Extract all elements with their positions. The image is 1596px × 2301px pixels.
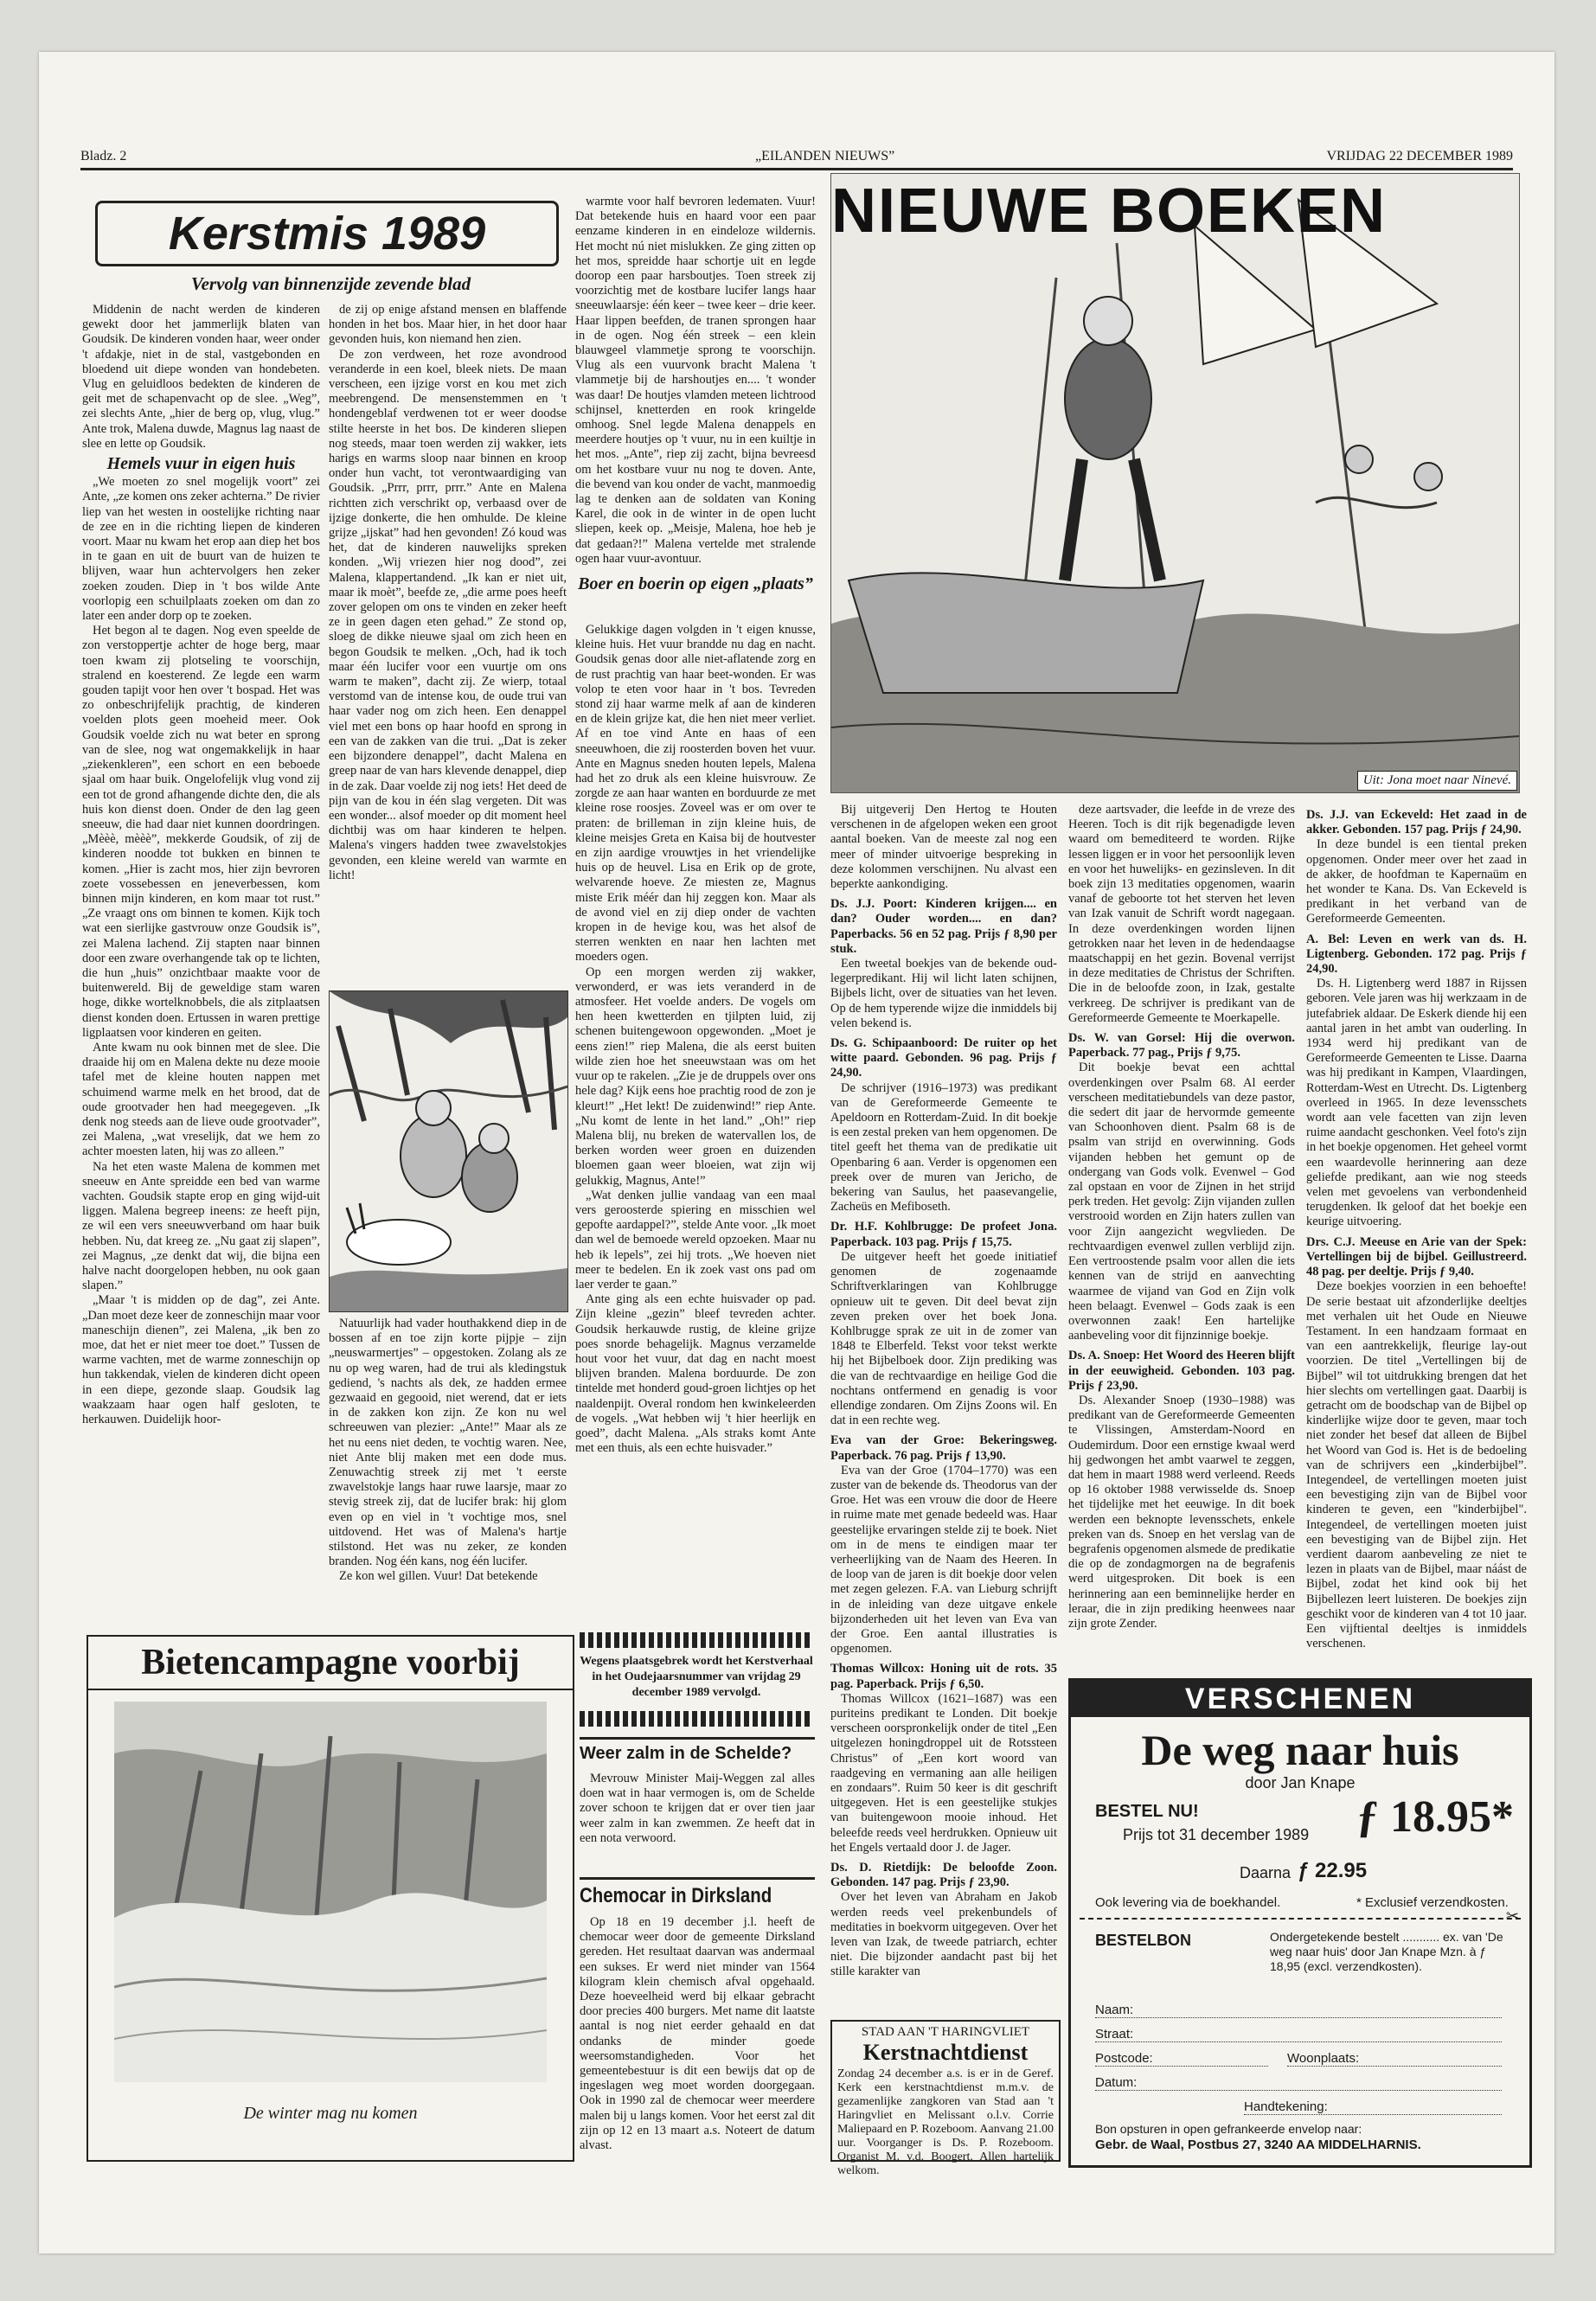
book-review: De uitgever heeft het goede initiatief genomen de zogenaamde Schriftverklaringen van Kohlbrugge opnieuw uit te geven. Dit deel bevat zijn zeven preken over het boek Jona. Kohlbrugge sprak ze uit in de zomer van 1848 te Elberfeld. Tekst voor tekst werkte hij het Bijbelboek door. Zijn prediking was die van de rechtvaardige en heilige God die nochtans ontfermend en genadig is voor ellendige zondaren. Om Zijns Zoons wil. En dat in een rechte weg.	[830, 1249, 1057, 1428]
book-review: Dit boekje bevat een achttal overdenkingen over Psalm 68. Al eerder verscheen meditatiebundels van deze pastor, die sedert dit jaar de hervormde gemeente van Schoonhoven dient. Psalm 68 is de psalm van strijd en overwinning. Gods vijanden hebben het gemunt op de ondergang van Gods volk. Evenwel – God zal opstaan en voor de Zijnen in het strijd perk treden. Het gevolg: Zijn vijanden zullen verstrooid worden en Zijn haters zullen van voor Zijn aangezicht wegvlieden. De rechtvaardigen evenwel zullen verblijd zijn. Een vertroostende psalm voor allen die iets kennen van de strijd en aanvechting waarmee de vijand van God en Zijn volk heen belaagt. Evenwel – Gods zaak is een overwonnen zaak! Een hartelijke aanbeveling voor dit fijnzinnige boekje.	[1068, 1061, 1295, 1343]
bieten-title: Bietencampagne voorbij	[88, 1637, 573, 1690]
zalm-body	[580, 1772, 815, 1874]
paragraph: Na het eten waste Malena de kommen met sneeuw en Ante spreidde een bed van warme vachten. Goudsik stapte erop en ging wijd-uit liggen. Malena begreep ineens: ze heeft pijn, ze wil een vers sneeuwverband om haar buik hebben. Nu, dat kreeg ze. „Nu gaat zij slapen”, zei Magnus, „ze denkt dat wij, die bijna een halve nacht doorgelopen hebben, nu ook gaan slapen.”	[82, 1159, 320, 1293]
decorative-border	[580, 1711, 813, 1727]
paragraph: Gelukkige dagen volgden in 't eigen knusse, kleine huis. Het vuur brandde nu dag en nacht. Goudsik genas door alle niet-aflatende zorg en de rust prachtig van haar beet-wonden. Er was volop te eten voor haar in 't bos. Tevreden stond zij haar warme melk af aan de kinderen en de klein grijze kat, die hen niet meer verliet. Af en toe vind Ante en haas of een sneeuwhoen, die zij roosterden boven het vuur. Ante en Magnus sneden houten lepels, Malena had het zo druk als een kleine huisvrouw. Ze zorgde ze aan haar wanten en borduurde ze met kleine rose roosjes. Zoveel was er om over te praten: de brilleman in zijn kleine huis, de kleine meisjes Greta en Kaisa bij de houtvester en zijn aardige vrouwtjes in het vriendelijke huis op de heuvel. Lisa en Erik op de grote, welvarende hoeve. Ze miesten ze, Magnus miste Erik méér dan hij zeggen kon. Maar als de avond viel en zij diep onder de vachten kropen in de hevige kou, was het alsof de sterren wenkten en naar hen lachten met moeders ogen.	[575, 623, 816, 965]
continuation-notice: Wegens plaatsgebrek wordt het Kerstverhaal in het Oudejaarsnummer van vrijdag 29 december 1989 vervolgd.	[580, 1655, 813, 1699]
ad-author: door Jan Knape	[1245, 1774, 1356, 1791]
image-caption: Uit: Jona moet naar Ninevé.	[1357, 771, 1517, 791]
form-field-label: Naam:	[1095, 2003, 1137, 2017]
book-list-1	[830, 897, 1057, 1979]
book-heading: A. Bel: Leven en werk van ds. H. Ligtenberg. Gebonden. 172 pag. Prijs ƒ 24,90.	[1306, 932, 1527, 977]
form-field[interactable]	[1244, 2099, 1502, 2115]
book-list-3	[1306, 808, 1527, 1651]
form-field[interactable]	[1095, 2027, 1502, 2042]
book-heading: Ds. J.J. van Eckeveld: Het zaad in de akker. Gebonden. 157 pag. Prijs ƒ 24,90.	[1306, 808, 1527, 837]
book-review: De schrijver (1916–1973) was predikant van de Gereformeerde Gemeente te Apeldoorn en Rotterdam-Zuid. In dit boekje is een zestal preken van hem opgenomen. De titel geeft het thema van de predikatie uit Openbaring 6 aan. Verder is opgenomen een preek over de muren van Jericho, de bekering van Saulus, het paasevangelie, Zacheüs en Mefiboseth.	[830, 1080, 1057, 1215]
kerstmis-column-3	[575, 195, 816, 567]
paragraph: De zon verdween, het roze avondrood veranderde in een koel, bleek niets. De maan verscheen, een ijzige vorst en kou met zich meebrengend. De mensenstemmen en 't hondengeblaf verdwenen tot er weer doodse stilte heerste in het bos. De kinderen sliepen nog steeds, maar toen werden zij wakker, iets harigs en warms sloop naar binnen en kroop onder hun vacht, tot verontwaardiging van Goudsik. „Prrr, prrr, prrr.” Ante en Malena richtten zich verschrikt op, verbaasd over de ijzige donkerte, die hen omhulde. De kleine grijze „ijskat” had hen gevonden! Zó koud was het, dat de kinderen nauwelijks spreken konden. „Wij vriezen hier nog dood”, zei Malena, klappertandend. „Ik kan er niet uit, maar ik moèt”, beefde ze, „die arme poes heeft zover gelopen om ons te vinden en zeker heeft ze in geen dagen eten gehad.” Ze stond op, sloeg de dikke nieuwe sjaal om zich heen en begon Goudsik te melken. „Och, had ik toch maar één lucifer voor een vuurtje om ons warm te maken”, dacht zij. Ze wierp, totaal verstomd van de intense kou, de oude trui van haar vader nog om zich heen. Een denappel viel met een bons op haar hoofd en sprong in een van de zakken van die trui. „Dat is zeker een bijzondere denappel”, dacht Malena en greep naar de van hars klevende denappel, diep in de zak. Daar voelde zij nog iets! Het deed de pijn van de kou in één slag vergeten. Dit was een wonder... alsof moeder op dit moment heel dichtbij was om haar kinderen te helpen. Malena's vingers hadden twee zwavelstokjes gevonden, een kleine wereld van warmte en licht!	[329, 347, 567, 882]
paragraph: Ante kwam nu ook binnen met de slee. Die draaide hij om en Malena dekte nu deze mooie tafel met de kleine houten nappen met schuimend warme melk en het brood, dat de oude grootvader hen had meegegeven. „Ik denk nog steeds aan de lieve oude grootvader”, zei Malena, „wat vreselijk, dat we hem zo achter moesten laten, hij was zo alleen.”	[82, 1040, 320, 1159]
section-heading: Boer en boerin op eigen „plaats”	[578, 574, 813, 593]
book-heading: Ds. A. Snoep: Het Woord des Heeren blijft in der eeuwigheid. Gebonden. 103 pag. Prijs ƒ 23,90.	[1068, 1349, 1295, 1393]
book-heading: Eva van der Groe: Bekeringsweg. Paperback. 76 pag. Prijs ƒ 13,90.	[830, 1433, 1057, 1463]
rule	[580, 1877, 815, 1880]
paragraph: Mevrouw Minister Maij-Weggen zal alles doen wat in haar vermogen is, om de Schelde zover schoon te krijgen dat er over tien jaar weer zalm in kan zwemmen. Ze heeft dat in een nota verwoord.	[580, 1772, 815, 1845]
form-field-label: Woonplaats:	[1287, 2051, 1362, 2066]
photo-caption: De winter mag nu komen	[243, 2104, 418, 2123]
newspaper-page	[39, 52, 1554, 2253]
book-review: Eva van der Groe (1704–1770) was een zuster van de bekende ds. Theodorus van der Groe. Het was een vrouw die door de Heere in ruime mate met genade bedeeld was. Haar geestelijke ervaringen stelde zij te boek. Niet om in de mens te eindigen maar ter verheerlijking van de Naam des Heeren. In de loop van de jaren is dit boekje door velen met zegen gelezen. F.A. van Lieburg schrijft in de inleiding van deze uitgave enkele bijzonderheden uit het leven van Eva van der Groe. Een aantal illustraties is opgenomen.	[830, 1463, 1057, 1657]
paragraph: Op 18 en 19 december j.l. heeft de chemocar weer door de gemeente Dirksland gereden. Het resultaat daarvan was andermaal een sukses. Er werd niet minder van 1564 kilogram klein chemisch afval opgehaald. Deze hoeveelheid werd bij elkaar gebracht door precies 400 burgers. Met name dit laatste aantal is nog niet eerder gehaald en dat ondanks de minder goede weersomstandigheden. Voor het gemeentebestuur is dit een bewijs dat op de ingeslagen weg moet worden doorgegaan. Ook in 1990 zal de chemocar weer meerdere malen bij u langs komen. Voor het eerst zal dit zijn op 12 en 13 maart a.s. Noteert de datum alvast.	[580, 1915, 815, 2153]
paragraph: „Maar 't is midden op de dag”, zei Ante. „Dan moet deze keer de zonneschijn maar voor maneschijn dienen”, zei Malena, „ik ben zo moe, dat het er niet meer toe doet.” Tussen de warme vachten, met de warme zonneschijn op hun takkendak, vielen de kinderen dicht opeen in een diepe, gezonde slaap. Goudsik lag waakzaam haar ogen half gesloten, te herkauwen. Duidelijk hoor-	[82, 1293, 320, 1427]
book-review: Thomas Willcox (1621–1687) was een puriteins predikant te Londen. Dit boekje verscheen oorspronkelijk onder de titel „Een uitgelezen honingdroppel uit de Rotssteen Christus” of „Een kort woord van raadgeving en vermaning aan alle heiligen en zondaars”. Ruim 50 keer is dit geschrift uitgegeven. Het is een geestelijke stukjes van buitengewoon mooie inhoud. Het beleefde reeds veel herdrukken. Opnieuw uit het Engels vertaald door J. de Jager.	[830, 1691, 1057, 1855]
kerstnacht-kicker: STAD AAN 'T HARINGVLIET	[861, 2025, 1030, 2039]
kerstmis-column-3b	[575, 623, 816, 1626]
bon-title: BESTELBON	[1095, 1932, 1192, 1949]
rule	[580, 1737, 815, 1740]
book-heading: Ds. D. Rietdijk: De beloofde Zoon. Gebonden. 147 pag. Prijs ƒ 23,90.	[830, 1861, 1057, 1890]
kerstmis-column-2	[329, 303, 567, 986]
kerstnacht-box	[830, 2020, 1061, 2177]
book-review: In deze bundel is een tiental preken opgenomen. Onder meer over het zaad in de akker, de hoofdman te Kapernaüm en het wonder te Kana. Ds. Van Eckeveld is predikant in het verband van de Gereformeerde Gemeenten.	[1306, 837, 1527, 926]
paragraph: Middenin de nacht werden de kinderen gewekt door het jammerlijk blaten van Goudsik. De kinderen vonden haar, weer onder 't afdakje, niet in de stal, vastgebonden en bloedend uit diepe wonden van hondebeten. Vlug en geluidloos bedekten de kinderen de geit met de schapenvacht op de slee. „Weg”, zei slechts Ante, „hier de berg op, vlug, vlug.” Ante trok, Malena duwde, Magnus lag naast de slee en lette op Goudsik.	[82, 303, 320, 451]
col3-heading-wrap	[575, 571, 816, 598]
page-header	[80, 149, 1513, 170]
boeken-illustration	[830, 173, 1520, 793]
chemocar-body	[580, 1915, 815, 2166]
bon-address: Gebr. de Waal, Postbus 27, 3240 AA MIDDELHARNIS.	[1095, 2138, 1421, 2152]
boeken-column-3	[1306, 803, 1527, 1668]
ad-excl: * Exclusief verzendkosten.	[1356, 1895, 1509, 1910]
zalm-title: Weer zalm in de Schelde?	[580, 1744, 792, 1763]
ad-price: ƒ 18.95*	[1356, 1792, 1514, 1842]
kerstmis-column-2b	[329, 1317, 567, 1602]
kerstmis-column-1	[82, 303, 320, 1596]
issue-date: VRIJDAG 22 DECEMBER 1989	[1326, 149, 1513, 163]
book-review: Ds. Alexander Snoep (1930–1988) was predikant van de Gereformeerde Gemeenten te Vlissingen, Amsterdam-Noord en Oudemirdum. Door een ernstige kwaal werd hij gedwongen het ambt vaarwel te zeggen, dat hem in maart 1988 werd verleend. Reeds op 16 oktober 1988 verwisselde ds. Snoep het tijdelijke met het eeuwige. In dit boek werden een beknopte levensschets, enkele preken van ds. Snoep en het verslag van de begrafenis opgenomen alsmede de predikatie die op de zondagmorgen na de begrafenis werd uitgesproken. Dit boek is een herinnering aan een beminnelijke herder en leraar, die in zijn prediking heenwees naar zijn grote Zender.	[1068, 1393, 1295, 1631]
ad-order-now: BESTEL NU!	[1095, 1802, 1199, 1821]
book-heading: Thomas Willcox: Honing uit de rots. 35 pag. Paperback. Prijs ƒ 6,50.	[830, 1662, 1057, 1691]
ad-delivery: Ook levering via de boekhandel.	[1095, 1895, 1281, 1910]
ad-book-title: De weg naar huis	[1141, 1726, 1459, 1774]
ad-after-label: Daarna	[1240, 1864, 1292, 1881]
paragraph: de zij op enige afstand mensen en blaffende honden in het bos. Maar hier, in het door haar gevonden huis, kon niemand hen zien.	[329, 303, 567, 347]
paragraph: Op een morgen werden zij wakker, verwonderd, er was iets veranderd in de atmosfeer. Het voelde anders. De vogels om hen heen kwetterden en tjilpten luid, zij schenen buitengewoon opgewonden. „Moet je eens zien!” riep Malena, die als eerst buiten wilde zien hoe het sneeuwstaan was om het vuur op te rakelen. „Zie je de druppels over ons hele dag? Kijk eens hoe prachtig rood de zon je kleurt!” „Het lekt! De zuidenwind!” riep Ante. „Nu komt de lente in het land.” „Oh!” riep Malena blij, nu breken de watervallen los, de berken worden weer groen en duizenden bloemen gaan weer bloeien, wat zijn wij gelukkig, Magnus, Ante!”	[575, 965, 816, 1188]
kerstnacht-body	[832, 2066, 1059, 2180]
ad-banner: VERSCHENEN	[1071, 1681, 1529, 1717]
bieten-box	[87, 1635, 574, 2162]
form-field[interactable]	[1095, 2003, 1502, 2018]
paragraph: „Wat denken jullie vandaag van een maal vers geroosterde spiering en misschien wel gepofte aardappel?”, stelde Ante voor. „Ik moet dan wel de bemoede wereld opzoeken. Maar nu heb ik lepels”, zei hij trots. „We hoeven niet meer te bedelen. En ik zoek vast ons pad om laer verder te gaan.”	[575, 1188, 816, 1292]
ad-after-price: ƒ 22.95	[1298, 1859, 1368, 1882]
book-heading: Drs. C.J. Meeuse en Arie van der Spek: Vertellingen bij de bijbel. Geillustreerd. 48 pag. per deeltje. Prijs ƒ 9,40.	[1306, 1234, 1527, 1279]
book-review: Een tweetal boekjes van de bekende oud-legerpredikant. Hij wil licht laten schijnen, Bijbels licht, over de situaties van het leven. Op de hem typerende wijze die inmiddels bij velen bekend is.	[830, 957, 1057, 1030]
section-heading: Hemels vuur in eigen huis	[106, 454, 296, 474]
kerstmis-title: Kerstmis 1989	[95, 201, 559, 266]
kerstmis-subtitle-wrap	[91, 268, 571, 298]
cut-line	[1080, 1918, 1521, 1920]
book-review: Over het leven van Abraham en Jakob werden reeds veel prekenbundels of meditaties in boekvorm uitgegeven. Over het leven van Izak, de tweede patriarch, echter niet. Die bijzonder aandacht past bij het stille karakter van	[830, 1890, 1057, 1979]
decorative-border	[580, 1632, 813, 1648]
ship-sailors-illustration	[831, 174, 1519, 792]
paragraph: Bij uitgeverij Den Hertog te Houten verschenen in de afgelopen weken een groot aantal boeken. Van de meeste zal nog een meer of minder uitvoerige bespreking in deze kolommen verschijnen. Nu alvast een beperkte aankondiging.	[830, 803, 1057, 892]
frosted-trees-photo	[114, 1702, 547, 2082]
form-field[interactable]	[1095, 2051, 1268, 2067]
book-heading: Ds. G. Schipaanboord: De ruiter op het witte paard. Gebonden. 96 pag. Prijs ƒ 24,90.	[830, 1036, 1057, 1080]
form-field-label: Datum:	[1095, 2075, 1140, 2090]
paragraph: Zondag 24 december a.s. is er in de Geref. Kerk een kerstnachtdienst m.m.v. de gezamenlijke zangkoren van Stad aan 't Haringvliet en Melissant o.l.v. Corrie Maliepaard en P. Rozeboom. Aanvang 21.00 uur. Voorganger is Ds. P. Rozeboom. Organist M. v.d. Boogert. Allen hartelijk welkom.	[837, 2067, 1054, 2177]
story-illustration	[329, 990, 568, 1312]
kerstnacht-title: Kerstnachtdienst	[862, 2040, 1029, 2065]
book-review: deze aartsvader, die leefde in de vreze des Heeren. Toch is dit rijk begenadigde leven waard om bemediteerd te worden. Rijke lessen liggen er in voor het persoonlijk leven en voor het huwelijks- en gezinsleven. In dit boek zijn 13 meditaties opgenomen, waarin vanaf de geboorte tot het sterven het leven van Izak vanuit de Schrift wordt nagegaan. In deze overdenkingen worden lijnen getrokken naar het leven in de hedendaagse maatschappij en het gezin. Bovenal verrijst in deze meditaties de Christus der Schriften. Die in de beloofde zoon, in Izak, gestalte verkreeg. De schrijver is predikant van de Gereformeerde Gemeente te Moerkapelle.	[1068, 803, 1295, 1025]
paragraph: Natuurlijk had vader houthakkend diep in de bossen af en toe zijn korte pijpje – zijn „neuswarmertjes” – opgestoken. Zolang als ze nu op weg waren, had de trui als kledingstuk gediend, 's nachts als dek, ze hadden ermee gezwaaid en gegooid, niet werend, dat er iets in de zakken kon zijn. Ze kon nu wel schreeuwen van plezier: „Ante!” Maar als ze het nu eens niet deden, te vochtig waren. Nee, niet Ante blij maken met een dode mus. Zenuwachtig streek zij met 't eerste zwavelstokje langs haar ruwe laarsje, maar zo stevig streek zij, dat de lucifer brak: hij glom even op en viel in 't vochtige mos, snel uitdovend. Het was of Malena's hartje stilstond. Het was nu zeker, ze konden branden. Nog één kans, nog één lucifer.	[329, 1317, 567, 1569]
form-field[interactable]	[1287, 2051, 1502, 2067]
paragraph: Het begon al te dagen. Nog even speelde de zon verstoppertje achter de hoge berg, maar toen kwam zij plotseling te voorschijn, stralend en koesterend. Ze legde een warm gouden tapijt voor hen over 't bospad. Het was zo onbeschrijfelijk prachtig, de kinderen voelden plots geen moeheid meer. Ook Goudsik voelde zich nu wat beter en sprong van de slee, nog wat ongemakkelijk in haar „ziekenkleren”, een schort en een beboede sjaal om haar buik. Ongelofelijk vlug vond zij een tot de grond afhangende dichte den, die als huis kon dienst doen. Onder de den lag geen sneeuw, die had daar niet kunnen doordringen. „Mèèè, mèèè”, mekkerde Goudsik, of zij de kinderen noodde tot bukken en binnen te komen. „Hier is zacht mos, hier zijn bevroren zoete vossebessen en jeneverbessen, kom binnen mijn kinderen, en kom maar tot rust.” „Ze vraagt ons om binnen te komen. Kijk toch wat een sierlijke gastvrouw onze Goudsik is”, zei Malena lachend. Zij stapten naar binnen door een zware overhangende tak op te lichten, die hun „huis” onzichtbaar maakte voor de buitenwereld. Bij de geweldige stam waren hoge, dikke wortelknobbels, die als zitplaatsen dienst konden doen. Ertussen in waren prettige ligplaatsen voor kinderen en geiten.	[82, 624, 320, 1040]
boeken-column-1	[830, 803, 1057, 2152]
book-review: Ds. H. Ligtenberg werd 1887 in Rijssen geboren. Vele jaren was hij werkzaam in de jutefabriek aldaar. De Eskerk diende hij een aantal jaren in het ambt van ouderling. In 1934 werd hij predikant van de Gereformeerde Gemeenten te Lisse. Daarna was hij predikant in Kampen, Vlaardingen, Rotterdam-West en Utrecht. Ds. Ligtenberg overleed in 1965. In deze levensschets wordt aan vele facetten van zijn leven ruime aandacht geschonken. Veel foto's zijn in het boekje opgenomen. Het geheel vormt een waardevolle herinnering aan deze geliefde predikant, aan wie nog steeds velen met gevoelens van verbondenheid terugdenken. Ik geloof dat het boekje een keurige uitvoering.	[1306, 977, 1527, 1229]
verschenen-ad	[1068, 1678, 1532, 2168]
book-heading: Dr. H.F. Kohlbrugge: De profeet Jona. Paperback. 103 pag. Prijs ƒ 15,75.	[830, 1220, 1057, 1249]
form-field[interactable]	[1095, 2075, 1502, 2091]
form-field-label: Handtekening:	[1244, 2099, 1331, 2114]
paragraph: „We moeten zo snel mogelijk voort” zei Ante, „ze komen ons zeker achterna.” De rivier liep van het westen in oostelijke richting naar de zee en in die richting liepen de kinderen voort. Maar nu kwam het erop aan diep het bos in te gaan en uit de buurt van de huizen te blijven, waar hun achtervolgers hen zeker zoeken zouden. Diep in 't bos wilde Ante voorlopig een schuilplaats zoeken om dan zo later een ander dorp op te zoeken.	[82, 475, 320, 624]
paragraph: Ante ging als een echte huisvader op pad. Zijn kleine „gezin” bleef tevreden achter. Goudsik herkauwde rustig, de kleine grijze poes snorde behagelijk. Magnus verzamelde hout voor het vuur, dat dag en nacht moest blijven branden. Malena borduurde. De zon tintelde met honderd goud-groen lichtjes op het naaldenpijt. Overal rondom hen kwinkeleerden de vogels. „Wat hebben wij 't hier heerlijk en goed”, dacht Malena. „Als straks komt Ante met een thuis, als een echte huisvader.”	[575, 1292, 816, 1456]
scissors-icon: ✂	[1505, 1907, 1519, 1925]
bon-text: Ondergetekende bestelt ........... ex. van 'De weg naar huis' door Jan Knape Mzn. à ƒ 18,95 (excl. verzendkosten).	[1270, 1930, 1503, 1973]
boeken-title: NIEUWE BOEKEN	[831, 176, 1388, 246]
book-heading: Ds. J.J. Poort: Kinderen krijgen.... en dan? Ouder worden.... en dan? Paperbacks. 56 en 52 pag. Prijs ƒ 8,90 per stuk.	[830, 897, 1057, 956]
chemocar-title: Chemocar in Dirksland	[580, 1884, 772, 1907]
boeken-column-2	[1068, 803, 1295, 1676]
page-number: Bladz. 2	[80, 149, 127, 163]
kerstmis-subtitle: Vervolg van binnenzijde zevende blad	[190, 273, 471, 294]
paragraph: warmte voor half bevroren ledematen. Vuur! Dat betekende huis en haard voor een paar eenzame kinderen in en eindeloze wildernis. Het mocht nú niet mislukken. Ze ging zitten op het mos, spreidde haar schortje uit en legde doorop een paar harsboutjes. Toen streek zij voorzichtig met de kostbare lucifer langs haar sneeuwlaarsje: één keer – twee keer – drie keer. Haar lippen beefden, de tranen sprongen haar in de ogen. Nog één streek – een klein blauwgeel vlammetje sprong te voorschijn. Vlug als een vuurvonk bracht Malena 't vlammetje bij de harshoutjes en.... 't wonder was daar! De houtjes vlamden meteen lichtrood schijnsel, knetterden en rook kringelde omhoog. Snel legde Malena denappels en meerdere houtjes op 't vuur, nu in een kuiltje in het mos. „Ante”, riep zij zacht, bijna bevreesd om het kostbare vuur nu nog te doven. Ante, die bevend van kou onder de vacht, manmoedig lag te denken aan de soldaten van Koning Karel, die ook in de winter in de open lucht sliepen, keek op. „Meisje, Malena, hoe heb je dat gedaan?!” Malena vertelde met stralende ogen haar vuur-avontuur.	[575, 195, 816, 566]
winter-photo	[114, 1702, 547, 2082]
paragraph: Ze kon wel gillen. Vuur! Dat betekende	[339, 1569, 538, 1584]
book-list-2	[1068, 803, 1295, 1631]
form-field-label: Postcode:	[1095, 2051, 1157, 2066]
book-review: Deze boekjes voorzien in een behoefte! De serie bestaat uit afzonderlijke deeltjes met verhalen uit het Oude en Nieuwe Testament. In een handzaam formaat en van een aantrekkelijk, fleurige lay-out voorzien. De titel „Vertellingen bij de Bijbel” wil tot uitdrukking brengen dat het hier slechts om vertellingen gaat. Daarbij is getracht om de boodschap van de Bijbel op kinderlijke wijze door te geven, maar toch niet zonder het besef dat alleen de Bijbel het Woord van God is. Het is de bedoeling van de schrijvers een „kinderbijbel”. Integendeel, de vertellingen moeten juist een bevestiging zijn van de Bijbel voor kinderen te geven, een "kinderbijbel". Integendeel, de vertellingen moeten juist een bevestiging van de Bijbel zijn. Het verdient daarom aanbeveling ze niet te lezen in plaats van de Bijbel, maar náást de Bijbel, zodat het kind ook bij het Bijbellezen leert luisteren. De boekjes zijn geschikt voor de kinderen van 4 tot 10 jaar. Een vijftiental deeltjes is inmiddels verschenen.	[1306, 1279, 1527, 1651]
bon-return: Bon opsturen in open gefrankeerde envelop naar:	[1095, 2122, 1362, 2136]
book-heading: Ds. W. van Gorsel: Hij die overwon. Paperback. 77 pag., Prijs ƒ 9,75.	[1068, 1031, 1295, 1061]
ad-until: Prijs tot 31 december 1989	[1123, 1826, 1310, 1843]
form-field-label: Straat:	[1095, 2027, 1137, 2041]
paper-name: „EILANDEN NIEUWS”	[755, 149, 895, 163]
children-goat-illustration	[330, 991, 567, 1311]
